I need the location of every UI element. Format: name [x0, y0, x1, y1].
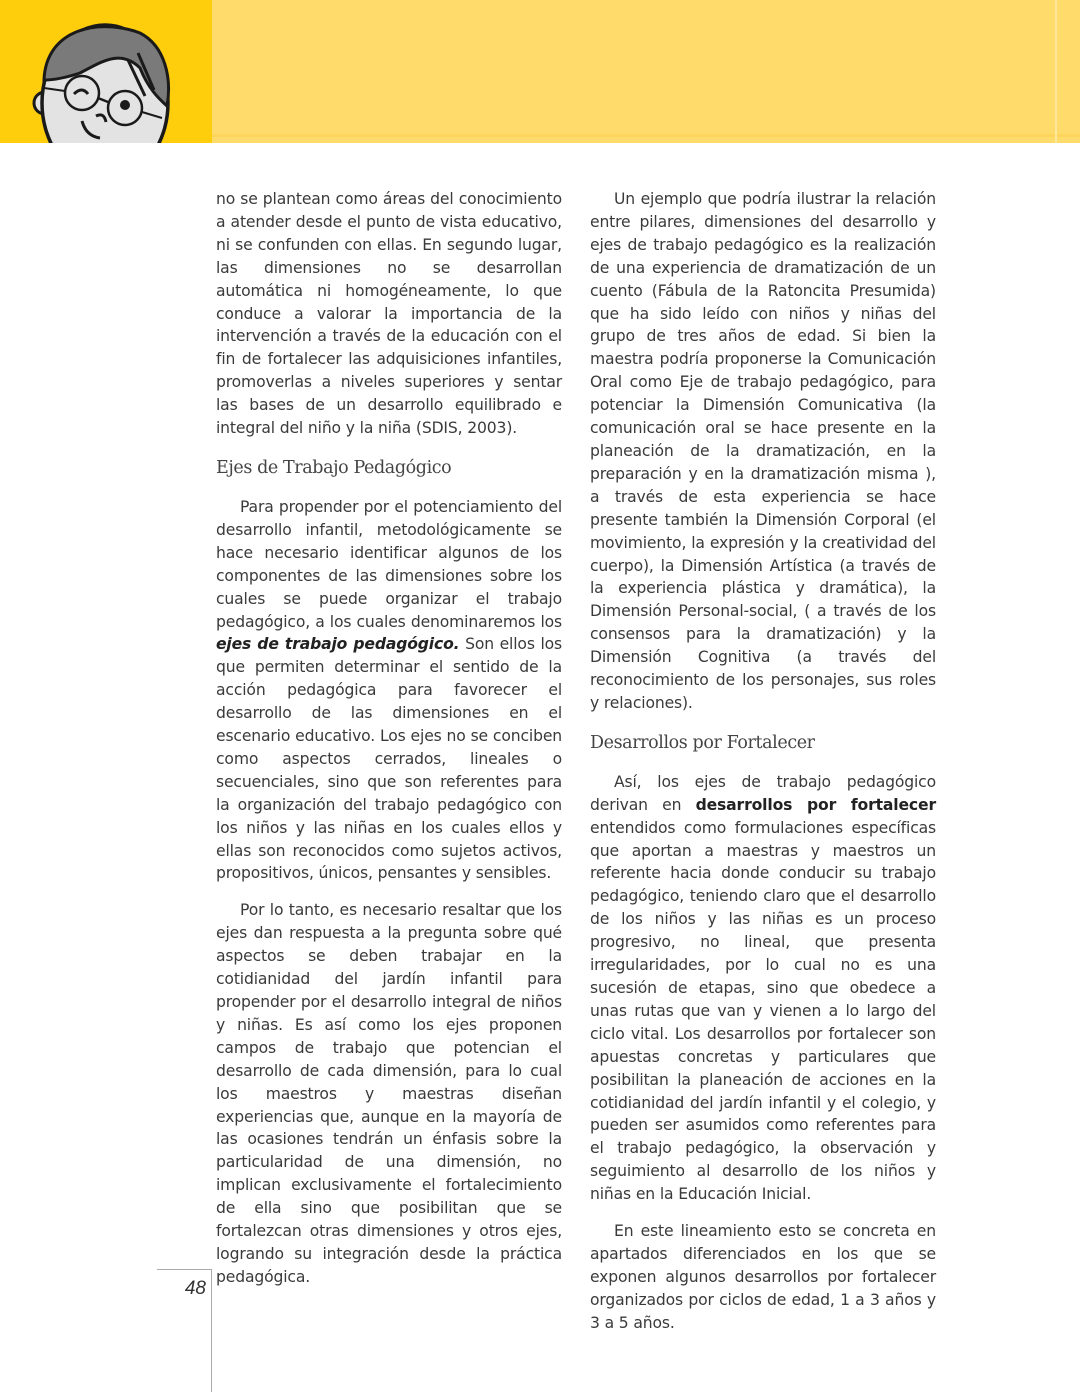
page-number-rule-horizontal	[157, 1269, 212, 1270]
header-corner-block	[0, 0, 212, 143]
emphasis-term: desarrollos por fortalecer	[695, 795, 936, 814]
emphasis-term: ejes de trabajo pedagógico.	[216, 635, 460, 654]
heading-desarrollos-por-fortalecer: Desarrollos por Fortalecer	[590, 732, 815, 753]
paragraph-text: Son ellos los que permiten determinar el sentido de la acción pedagógica para favorecer el desarrollo de las dimensiones en el escenario educativo. Los ejes no se conciben como aspectos cerrados, lineales o secuenciales, sino que son referentes para la organización del trabajo pedagógico con los niños y las niñas en los cuales ellos y ellas son reconocidos como sujetos activos, propositivos, únicos, pensantes y sensibles.	[216, 635, 562, 883]
right-paragraph-3: En este lineamiento esto se concreta en apartados diferenciados en los que se exponen algunos desarrollos por fortalecer organizados por ciclos de edad, 1 a 3 años y 3 a 5 años.	[590, 1222, 936, 1332]
right-paragraph-2	[590, 771, 936, 1206]
header-vertical-rule	[1055, 0, 1057, 143]
paragraph-text: entendidos como formulaciones específicas que aportan a maestras y maestros un referente hacia donde conducir su trabajo pedagógico, teniendo claro que el desarrollo de los niños y las niñas es un proceso progresivo, no lineal, que presenta irregularidades, por lo cual no es una sucesión de etapas, sino que obedece a unas rutas que van y vienen a lo largo del ciclo vital. Los desarrollos por fortalecer son apuestas concretas y particulares que posibilitan la planeación de acciones en la cotidianidad del jardín infantil y el colegio, y pueden ser asumidos como referentes para el trabajo pedagógico, la observación y seguimiento al desarrollo de los niños y niñas en la Educación Inicial.	[590, 818, 936, 1204]
paragraph-text: Así, los ejes de trabajo pedagógico derivan en	[590, 772, 936, 814]
left-paragraph-3: Por lo tanto, es necesario resaltar que los ejes dan respuesta a la pregunta sobre qué aspectos se deben trabajar en la cotidianidad del jardín infantil para propender por el desarrollo integral de niños y niñas. Es así como los ejes proponen campos de trabajo que potencian el desarrollo de cada dimensión, para lo cual los maestros y maestras diseñan experiencias que, aunque en la mayoría de las ocasiones tendrán un énfasis sobre la particularidad de una dimensión, no implican exclusivamente el fortalecimiento de ella sino que posibilitan que se fortalezcan otras dimensiones y otros ejes, logrando su integración desde la práctica pedagógica.	[216, 901, 562, 1286]
page-number: 48	[184, 1278, 206, 1299]
paragraph-text: Para propender por el potenciamiento del desarrollo infantil, metodológicamente se hace necesario identificar algunos de los componentes de las dimensiones sobre los cuales se puede organizar el trabajo pedagógico, a los cuales denominaremos los	[216, 497, 562, 631]
left-column	[216, 188, 562, 1303]
page-number-rule-vertical	[211, 1269, 212, 1392]
mascot-face-icon	[30, 18, 180, 143]
right-paragraph-1: Un ejemplo que podría ilustrar la relación entre pilares, dimensiones del desarrollo y ejes de trabajo pedagógico es la realización de una experiencia de dramatización de un cuento (Fábula de la Ratoncita Presumida) que ha sido leído con niños y niñas del grupo de tres años de edad. Si bien la maestra podría proponerse la Comunicación Oral como Eje de trabajo pedagógico, para potenciar la Dimensión Comunicativa (la comunicación oral se hace presente en la planeación de la dramatización, en la preparación y en la dramatización misma ), a través de esta experiencia se hace presente también la Dimensión Corporal (el movimiento, la expresión y la creatividad del cuerpo), la Dimensión Artística (a través de la experiencia plástica y dramática), la Dimensión Personal-social, ( a través de los consensos para la dramatización) y la Dimensión Cognitiva (a través del reconocimiento de los personajes, sus roles y relaciones).	[590, 190, 936, 712]
heading-ejes-de-trabajo: Ejes de Trabajo Pedagógico	[216, 457, 452, 478]
right-column	[590, 188, 936, 1349]
header-bottom-stripe	[212, 134, 1080, 137]
left-paragraph-1: no se plantean como áreas del conocimiento a atender desde el punto de vista educativo, ni se confunden con ellas. En segundo lugar, las dimensiones no se desarrollan automática ni homogéneamente, lo que conduce a valorar la importancia de la intervención a través de la educación con el fin de fortalecer las adquisiciones infantiles, promoverlas a niveles superiores y sentar las bases de un desarrollo equilibrado e integral del niño y la niña (SDIS, 2003).	[216, 190, 562, 438]
left-paragraph-2	[216, 496, 562, 885]
